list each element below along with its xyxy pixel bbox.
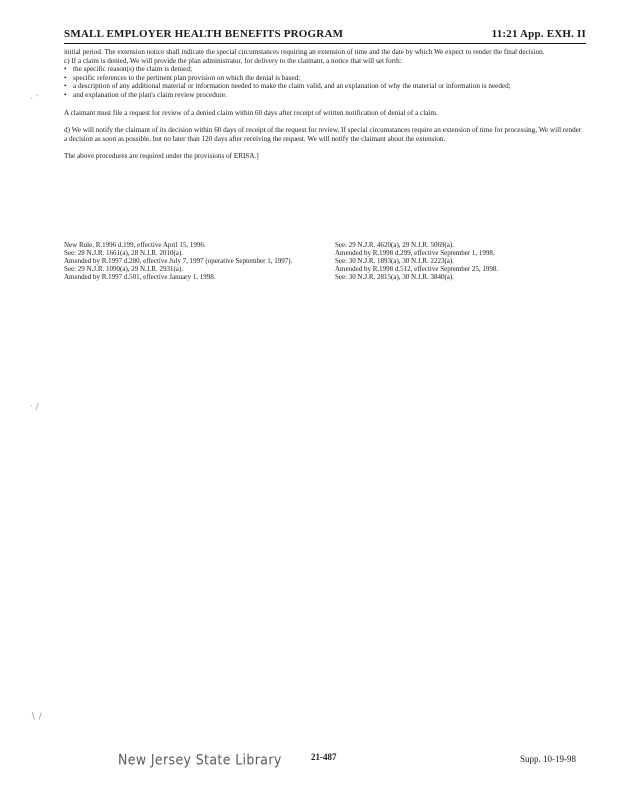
paragraph-review-request: A claimant must file a request for review of a denied claim within 60 days after receipt of written notification of denial of a claim. [64,108,438,117]
paragraph-erisa: The above procedures are required under the provisions of ERISA.] [64,152,259,161]
history-entry: Amended by R.1998 d.299, effective September 1, 1998. [335,249,495,258]
main-text [64,48,586,161]
history-entry: See: 30 N.J.R. 2815(a), 30 N.J.R. 3840(a). [335,273,454,282]
library-stamp: New Jersey State Library [118,750,282,769]
list-item: • specific references to the pertinent plan provision on which the denial is based; [64,74,586,83]
history-entry: New Rule, R.1996 d.199, effective April 15, 1996. [64,241,206,249]
denial-notice-list [64,65,586,99]
list-item: • a description of any additional material or information needed to make the claim valid, and an explanation of why the material or information is needed; [64,82,586,91]
paragraph-d: d) We will notify the claimant of its decision within 60 days of receipt of the request for review. If special circumstances require an extension of time for processing, We will render a decision as soon as possible, but no later than 120 days after receiving the request. We will notify the claimant about the extension. [64,126,582,143]
header-section-number: 11:21 App. EXH. II [491,28,586,40]
history-entry: See: 29 N.J.R. 1090(a), 29 N.J.R. 2931(a). [64,265,183,274]
supplement-date: Supp. 10-19-98 [520,754,576,764]
paragraph-c: c) If a claim is denied, We will provide the plan administrator, for delivery to the claimant, a notice that will set forth: [64,56,402,65]
history-entry: Amended by R.1997 d.280, effective July 7, 1997 (operative September 1, 1997). [64,257,293,266]
scan-mark: ∖ / [30,712,42,722]
history-column-left [64,241,326,281]
page-header [64,27,586,44]
page-number: 21-487 [311,752,337,762]
history-entry: See: 29 N.J.R. 4620(a), 29 N.J.R. 5069(a). [335,241,454,249]
list-item: • and explanation of the plan's claim review procedure. [64,91,586,100]
header-program-title: SMALL EMPLOYER HEALTH BENEFITS PROGRAM [64,28,344,40]
history-entry: Amended by R.1998 d.512, effective September 25, 1998. [335,265,499,274]
scan-mark: · / [30,402,39,412]
paragraph-continuation: initial period. The extension notice shall indicate the special circumstances requiring an extension of time and the date by which We expect to render the final decision. [64,48,545,56]
history-entry: See: 28 N.J.R. 1661(a), 28 N.J.R. 2010(a). [64,249,183,258]
list-item: • the specific reason(s) the claim is denied; [64,65,586,74]
history-column-right [335,241,585,281]
scan-mark: · ’ [30,94,39,104]
history-entry: Amended by R.1997 d.501, effective January 1, 1998. [64,273,216,282]
history-entry: See: 30 N.J.R. 1893(a), 30 N.J.R. 2223(a). [335,257,454,266]
